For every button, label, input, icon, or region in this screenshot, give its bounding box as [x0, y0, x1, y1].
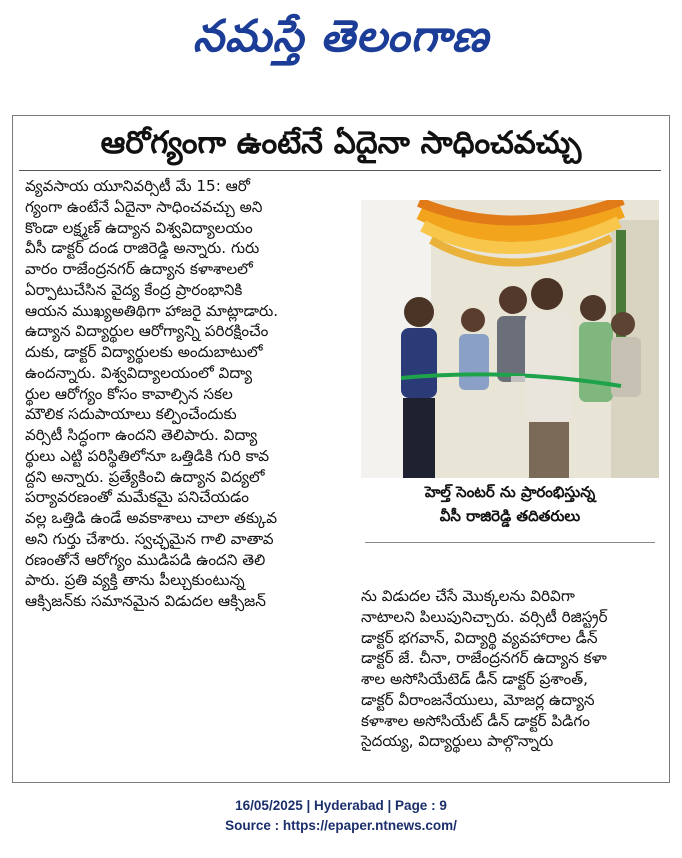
article-body-left-column: వ్యవసాయ యూనివర్సిటీ మే 15: ఆరో గ్యంగా ఉంటేనే ఏదైనా సాధించవచ్చు అని కొండా లక్ష్మణ్ ఉద్యాన విశ్వవిద్యాలయం వీసీ డాక్టర్ దండ రాజిరెడ్డి అన్నారు. గురు వారం రాజేంద్రనగర్ ఉద్యాన కళాశాలలో ఏర్పాటుచేసిన వైద్య కేంద్ర ప్రారంభానికి ఆయన ముఖ్యఅతిథిగా హాజరై మాట్లాడారు. ఉద్యాన విద్యార్థుల ఆరోగ్యాన్ని పరిరక్షించేం దుకు, డాక్టర్ విద్యార్థులకు అందుబాటులో ఉందన్నారు. విశ్వవిద్యాలయంలో విద్యా ర్థుల ఆరోగ్యం కోసం కావాల్సిన సకల మౌలిక సదుపాయాలు కల్పించేందుకు వర్సిటీ సిద్ధంగా ఉందని తెలిపారు. విద్యా ర్థులు ఎట్టి పరిస్థితిలోనూ ఒత్తిడికి గురి కావ ద్దని అన్నారు. ప్రత్యేకించి ఉద్యాన విద్యలో పర్యావరణంతో మమేకమై పనిచేయడం వల్ల ఒత్తిడి ఉండే అవకాశాలు చాలా తక్కువ అని గుర్తు చేశారు. స్వచ్ఛమైన గాలి వాతావ రణంతోనే ఆరోగ్యం ముడిపడి ఉందని తెలి పారు. ప్రతి వ్యక్తి తాను పీల్చుకుంటున్న ఆక్సిజన్‌కు సమానమైన విడుదల ఆక్సిజన్	[25, 177, 279, 610]
photo-caption: హెల్త్ సెంటర్ ను ప్రారంభిస్తున్న వీసీ రాజిరెడ్డి తదితరులు	[424, 483, 596, 525]
footer-source: Source : https://epaper.ntnews.com/	[225, 818, 457, 833]
news-clipping	[12, 115, 670, 783]
article-photo	[361, 200, 659, 478]
newspaper-masthead: నమస్తే తెలంగాణ	[192, 11, 490, 62]
caption-divider	[365, 542, 655, 543]
article-headline: ఆరోగ్యంగా ఉంటేనే ఏదైనా సాధించవచ్చు	[100, 125, 582, 161]
headline-divider	[19, 170, 661, 171]
article-body-right-column: ను విడుదల చేసే మొక్కలను విరివిగా నాటాలని పిలుపునిచ్చారు. వర్సిటీ రిజిస్ట్రర్ డాక్టర్ భగవాన్, విద్యార్థి వ్యవహారాల డీన్ డాక్టర్ జే. చీనా, రాజేంద్రనగర్ ఉద్యాన కళా శాల అసోసియేటెడ్ డీన్ డాక్టర్ ప్రశాంత్, డాక్టర్ వీరాంజనేయులు, మోజర్ల ఉద్యాన కళాశాల అసోసియేట్ డీన్ డాక్టర్ పిడిగం సైదయ్య, విద్యార్థులు పాల్గొన్నారు	[361, 587, 608, 751]
footer-date-edition-page: 16/05/2025 | Hyderabad | Page : 9	[235, 798, 447, 813]
